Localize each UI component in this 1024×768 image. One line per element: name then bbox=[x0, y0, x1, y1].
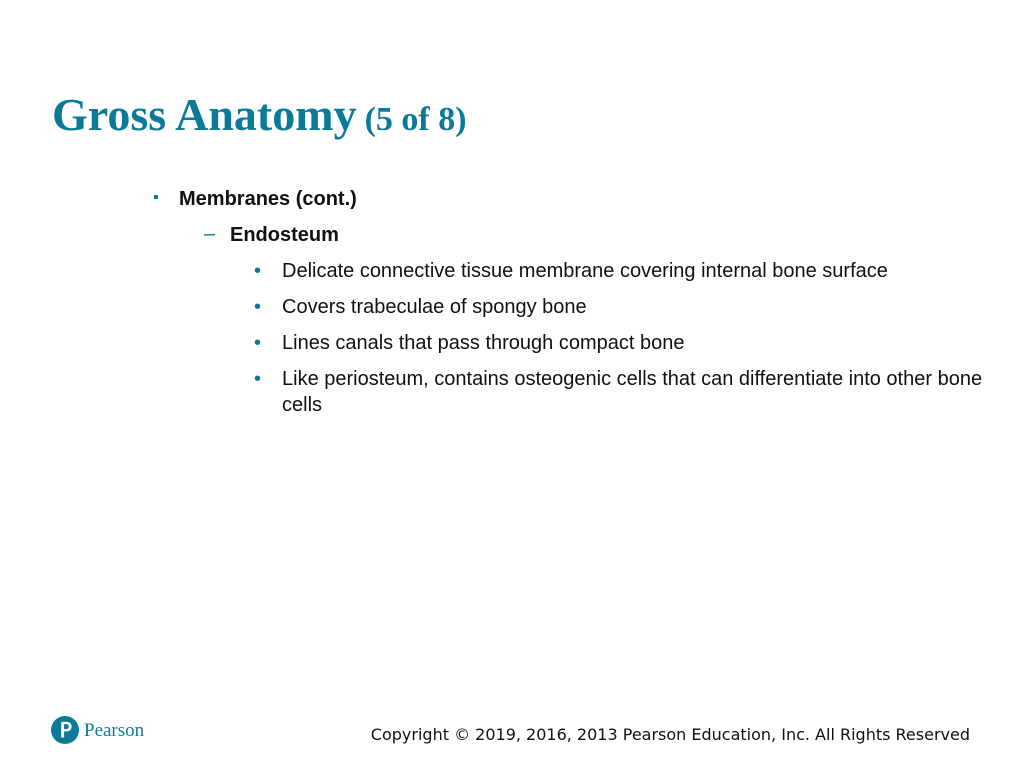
pearson-logo bbox=[51, 714, 144, 746]
slide-title bbox=[52, 89, 467, 140]
bullet-level1-text: Membranes (cont.) bbox=[179, 188, 357, 210]
title-suffix: (5 of 8) bbox=[364, 101, 467, 138]
title-main: Gross Anatomy bbox=[52, 89, 357, 140]
bullet-level1 bbox=[153, 186, 357, 212]
copyright-text: Copyright © 2019, 2016, 2013 Pearson Education, Inc. All Rights Reserved bbox=[370, 725, 970, 744]
list-item-text: Lines canals that pass through compact bone bbox=[282, 332, 685, 354]
dash-bullet-icon: – bbox=[204, 223, 216, 245]
list-item-text: Delicate connective tissue membrane covering internal bone surface bbox=[282, 260, 888, 282]
bullet-level3-list bbox=[254, 258, 984, 428]
list-item bbox=[254, 330, 984, 356]
list-item-text: Like periosteum, contains osteogenic cells that can differentiate into other bone cells bbox=[282, 368, 983, 416]
list-item bbox=[254, 294, 984, 320]
dot-bullet-icon: • bbox=[254, 260, 262, 282]
square-bullet-icon: ▪ bbox=[153, 189, 159, 206]
list-item bbox=[254, 258, 984, 284]
dot-bullet-icon: • bbox=[254, 368, 262, 390]
pearson-wordmark: Pearson bbox=[84, 719, 145, 741]
list-item bbox=[254, 366, 984, 418]
pearson-p-icon bbox=[51, 714, 79, 746]
list-item-text: Covers trabeculae of spongy bone bbox=[282, 296, 587, 318]
dot-bullet-icon: • bbox=[254, 296, 262, 318]
dot-bullet-icon: • bbox=[254, 332, 262, 354]
bullet-level2-text: Endosteum bbox=[230, 224, 339, 246]
bullet-level2 bbox=[204, 222, 339, 248]
